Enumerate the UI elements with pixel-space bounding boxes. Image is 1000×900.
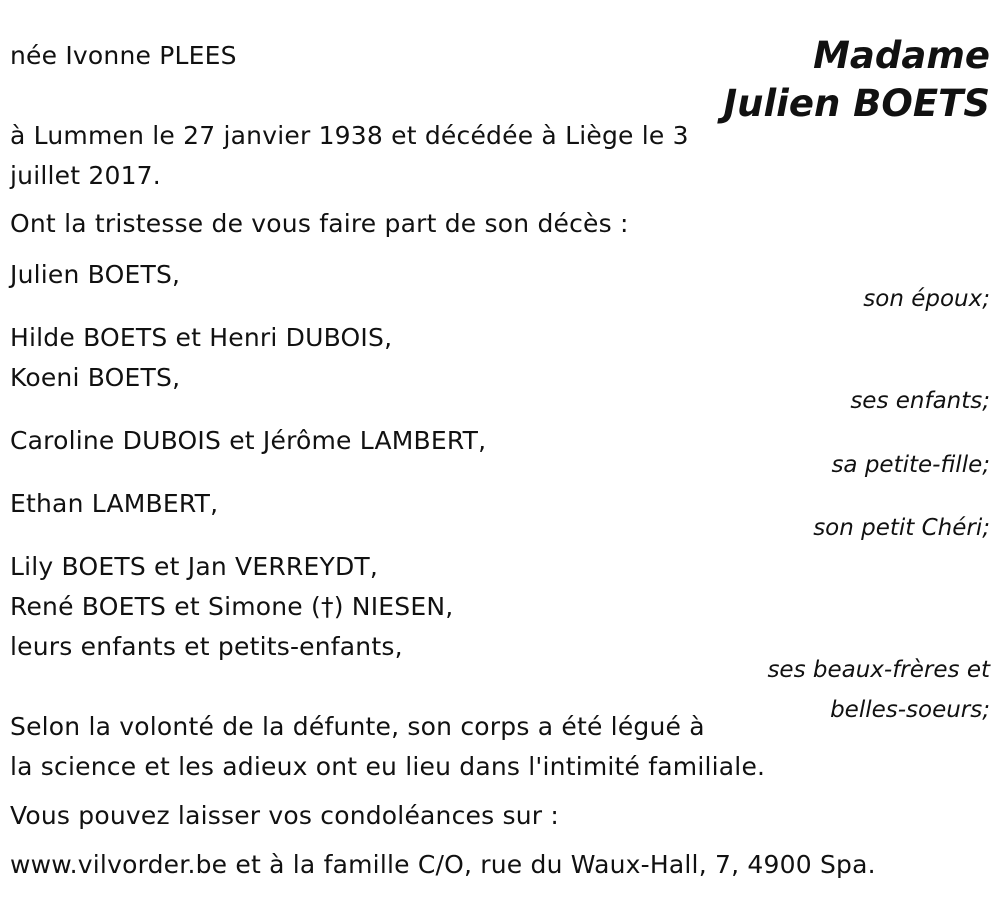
announcement-text: Ont la tristesse de vous faire part de son décès :: [10, 209, 629, 238]
family-name: Ethan LAMBERT,: [10, 489, 219, 518]
closing-line1: Selon la volonté de la défunte, son corps a été légué à: [10, 712, 705, 741]
family-relation: son époux;: [863, 286, 990, 312]
family-relation: belles-soeurs;: [830, 697, 990, 723]
family-name: Koeni BOETS,: [10, 363, 181, 392]
deceased-title-line1: Madame: [813, 34, 990, 77]
closing-line2: la science et les adieux ont eu lieu dans l'intimité familiale.: [10, 752, 766, 781]
family-name: Hilde BOETS et Henri DUBOIS,: [10, 323, 393, 352]
condolences-text: Vous pouvez laisser vos condoléances sur :: [10, 801, 560, 830]
birth-death-line2: juillet 2017.: [10, 161, 161, 190]
family-relation: ses beaux-frères et: [767, 657, 990, 683]
family-name: René BOETS et Simone (†) NIESEN,: [10, 592, 454, 621]
deceased-title-line2: Julien BOETS: [723, 82, 990, 125]
family-name: leurs enfants et petits-enfants,: [10, 632, 403, 661]
family-name: Lily BOETS et Jan VERREYDT,: [10, 552, 379, 581]
birth-name: née Ivonne PLEES: [10, 41, 237, 70]
contact-line: www.vilvorder.be et à la famille C/O, rue du Waux-Hall, 7, 4900 Spa.: [10, 850, 876, 879]
family-relation: son petit Chéri;: [813, 515, 990, 541]
birth-death-line1: à Lummen le 27 janvier 1938 et décédée à Liège le 3: [10, 121, 689, 150]
family-name: Julien BOETS,: [10, 260, 181, 289]
family-name: Caroline DUBOIS et Jérôme LAMBERT,: [10, 426, 487, 455]
family-relation: ses enfants;: [850, 388, 990, 414]
family-relation: sa petite-fille;: [831, 452, 990, 478]
